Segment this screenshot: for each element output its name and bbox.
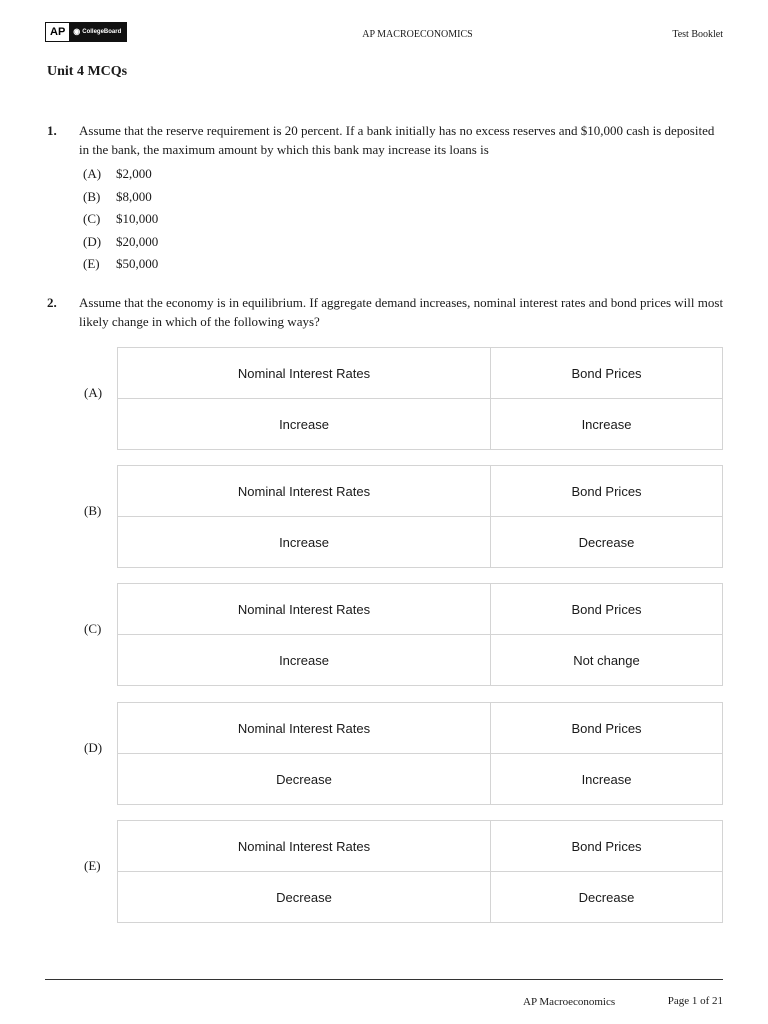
answer-option-table: [47, 702, 723, 803]
table-header-interest: Nominal Interest Rates: [118, 348, 491, 399]
option-text: $50,000: [116, 256, 159, 272]
acorn-icon: ◉: [73, 27, 81, 36]
footer-divider: [45, 979, 723, 980]
table-value-bond: Increase: [491, 399, 723, 450]
answer-option-table: [47, 820, 723, 921]
table-value-interest: Decrease: [118, 872, 491, 923]
option-letter: (D): [84, 740, 103, 755]
answer-option: [83, 208, 727, 231]
table-header-bond: Bond Prices: [491, 703, 723, 754]
table-header-bond: Bond Prices: [491, 821, 723, 872]
table-header-bond: Bond Prices: [491, 466, 723, 517]
option-table: [117, 347, 723, 450]
option-letter: (B): [83, 188, 101, 204]
option-letter: (A): [84, 385, 103, 400]
header-booklet-label: Test Booklet: [672, 29, 723, 40]
answer-option-table: [47, 347, 723, 448]
option-letter: (C): [83, 211, 101, 227]
option-letter: (B): [84, 503, 102, 518]
logo-collegeboard-text: CollegeBoard: [82, 29, 122, 35]
question-text: Assume that the reserve requirement is 20 percent. If a bank initially has no excess reserves and $10,000 cash is deposited in the bank, the maximum amount by which this bank may increase its loans is: [79, 123, 715, 157]
option-text: $10,000: [116, 211, 159, 227]
option-table: [117, 465, 723, 568]
option-letter: (E): [84, 858, 101, 873]
answer-options: [83, 163, 727, 276]
question-number: 1.: [47, 123, 57, 138]
table-header-bond: Bond Prices: [491, 584, 723, 635]
header-subject: AP MACROECONOMICS: [362, 29, 473, 40]
question-text: Assume that the economy is in equilibrium. If aggregate demand increases, nominal interest rates and bond prices will most likely change in which of the following ways?: [79, 295, 724, 329]
answer-option: [83, 253, 727, 276]
table-value-bond: Increase: [491, 754, 723, 805]
option-table: [117, 702, 723, 805]
page-number: Page 1 of 21: [667, 995, 723, 1007]
option-letter: (D): [83, 233, 102, 249]
option-letter: (E): [83, 256, 100, 272]
option-text: $20,000: [116, 233, 159, 249]
page-title: Unit 4 MCQs: [47, 64, 128, 79]
table-header-interest: Nominal Interest Rates: [118, 703, 491, 754]
answer-option-table: [47, 583, 723, 684]
answer-option-table: [47, 465, 723, 566]
table-header-interest: Nominal Interest Rates: [118, 584, 491, 635]
table-value-interest: Increase: [118, 399, 491, 450]
table-header-interest: Nominal Interest Rates: [118, 466, 491, 517]
option-letter: (A): [83, 166, 102, 181]
question-2: [47, 293, 727, 331]
table-value-bond: Not change: [491, 635, 723, 686]
table-header-bond: Bond Prices: [491, 348, 723, 399]
table-header-interest: Nominal Interest Rates: [118, 821, 491, 872]
footer-subject: AP Macroeconomics: [523, 996, 616, 1008]
option-table: [117, 820, 723, 923]
option-table: [117, 583, 723, 686]
table-value-interest: Decrease: [118, 754, 491, 805]
table-value-interest: Increase: [118, 635, 491, 686]
answer-option: [83, 231, 727, 254]
answer-option: [83, 186, 727, 209]
question-number: 2.: [47, 295, 57, 310]
logo-ap-text: AP: [46, 23, 70, 41]
option-text: $8,000: [116, 188, 152, 204]
table-value-bond: Decrease: [491, 517, 723, 568]
option-letter: (C): [84, 621, 102, 636]
table-value-interest: Increase: [118, 517, 491, 568]
option-text: $2,000: [116, 166, 152, 181]
answer-option: [83, 163, 727, 186]
table-value-bond: Decrease: [491, 872, 723, 923]
question-1: [47, 121, 727, 276]
